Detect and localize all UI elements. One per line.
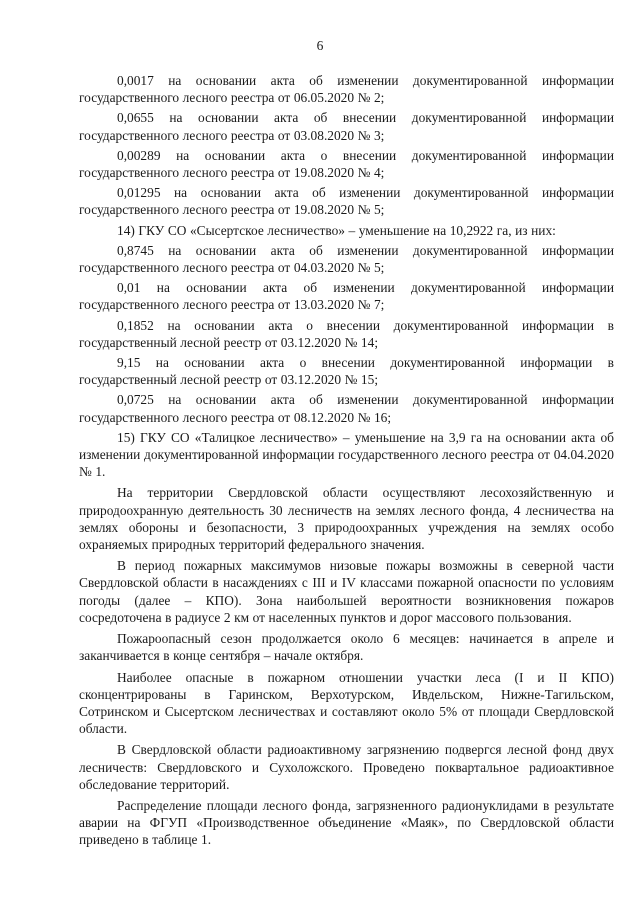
paragraph: 0,1852 на основании акта о внесении документированной информации в государственный лесной реестр от 03.12.2020 № 14; bbox=[79, 317, 614, 350]
paragraph: 0,00289 на основании акта о внесении документированной информации государственного лесного реестра от 19.08.2020 № 4; bbox=[79, 147, 614, 181]
paragraph: 0,0655 на основании акта об внесении документированной информации государственного лесного реестра от 03.08.2020 № 3; bbox=[79, 110, 614, 143]
paragraph: 9,15 на основании акта о внесении документированной информации в государственный лесной реестр от 03.12.2020 № 15; bbox=[79, 355, 614, 388]
paragraph: 14) ГКУ СО «Сысертское лесничество» – уменьшение на 10,2922 га, из них: bbox=[117, 222, 556, 238]
paragraph: Распределение площади лесного фонда, загрязненного радионуклидами в результате аварии на ФГУП «Производственное объединение «Маяк», по Свердловской области приведено в таблице 1. bbox=[79, 797, 614, 848]
paragraph: 15) ГКУ СО «Талицкое лесничество» – уменьшение на 3,9 га на основании акта об изменении документированной информации государственного лесного реестра от 04.04.2020 № 1. bbox=[79, 429, 614, 480]
document-body bbox=[79, 72, 614, 849]
paragraph: Наиболее опасные в пожарном отношении участки леса (I и II КПО) сконцентрированы в Гаринском, Верхотурском, Ивдельском, Нижне-Тагильском, Сотринском и Сысертском лесничествах и составляют около 5% от площади Свердловской области. bbox=[79, 669, 614, 737]
paragraph: В период пожарных максимумов низовые пожары возможны в северной части Свердловской области в насаждениях с III и IV классами пожарной опасности по условиям погоды (далее – КПО). Зона наибольшей вероятности возникновения пожаров сосредоточена в радиусе 2 км от населенных пунктов и дорог массового пользования. bbox=[79, 558, 614, 625]
page-number: 6 bbox=[316, 38, 324, 53]
paragraph: 0,01295 на основании акта об изменении документированной информации государственного лесного реестра от 19.08.2020 № 5; bbox=[79, 185, 614, 218]
paragraph: На территории Свердловской области осуществляют лесохозяйственную и природоохранную деятельность 30 лесничеств на землях лесного фонда, 4 лесничества на землях обороны и безопасности, 3 природоохранных учреждения на землях особо охраняемых природных территорий федерального значения. bbox=[79, 485, 614, 553]
paragraph: Пожароопасный сезон продолжается около 6 месяцев: начинается в апреле и заканчивается в конце сентября – начале октября. bbox=[79, 631, 614, 664]
paragraph: 0,01 на основании акта об изменении документированной информации государственного лесного реестра от 13.03.2020 № 7; bbox=[79, 280, 614, 313]
paragraph: 0,0017 на основании акта об изменении документированной информации государственного лесного реестра от 06.05.2020 № 2; bbox=[79, 73, 614, 106]
paragraph: 0,0725 на основании акта об изменении документированной информации государственного лесного реестра от 08.12.2020 № 16; bbox=[79, 392, 614, 425]
paragraph: 0,8745 на основании акта об изменении документированной информации государственного лесного реестра от 04.03.2020 № 5; bbox=[79, 242, 614, 276]
paragraph: В Свердловской области радиоактивному загрязнению подвергся лесной фонд двух лесничеств: Свердловского и Сухоложского. Проведено поквартальное радиоактивное обследование территорий. bbox=[79, 742, 614, 792]
